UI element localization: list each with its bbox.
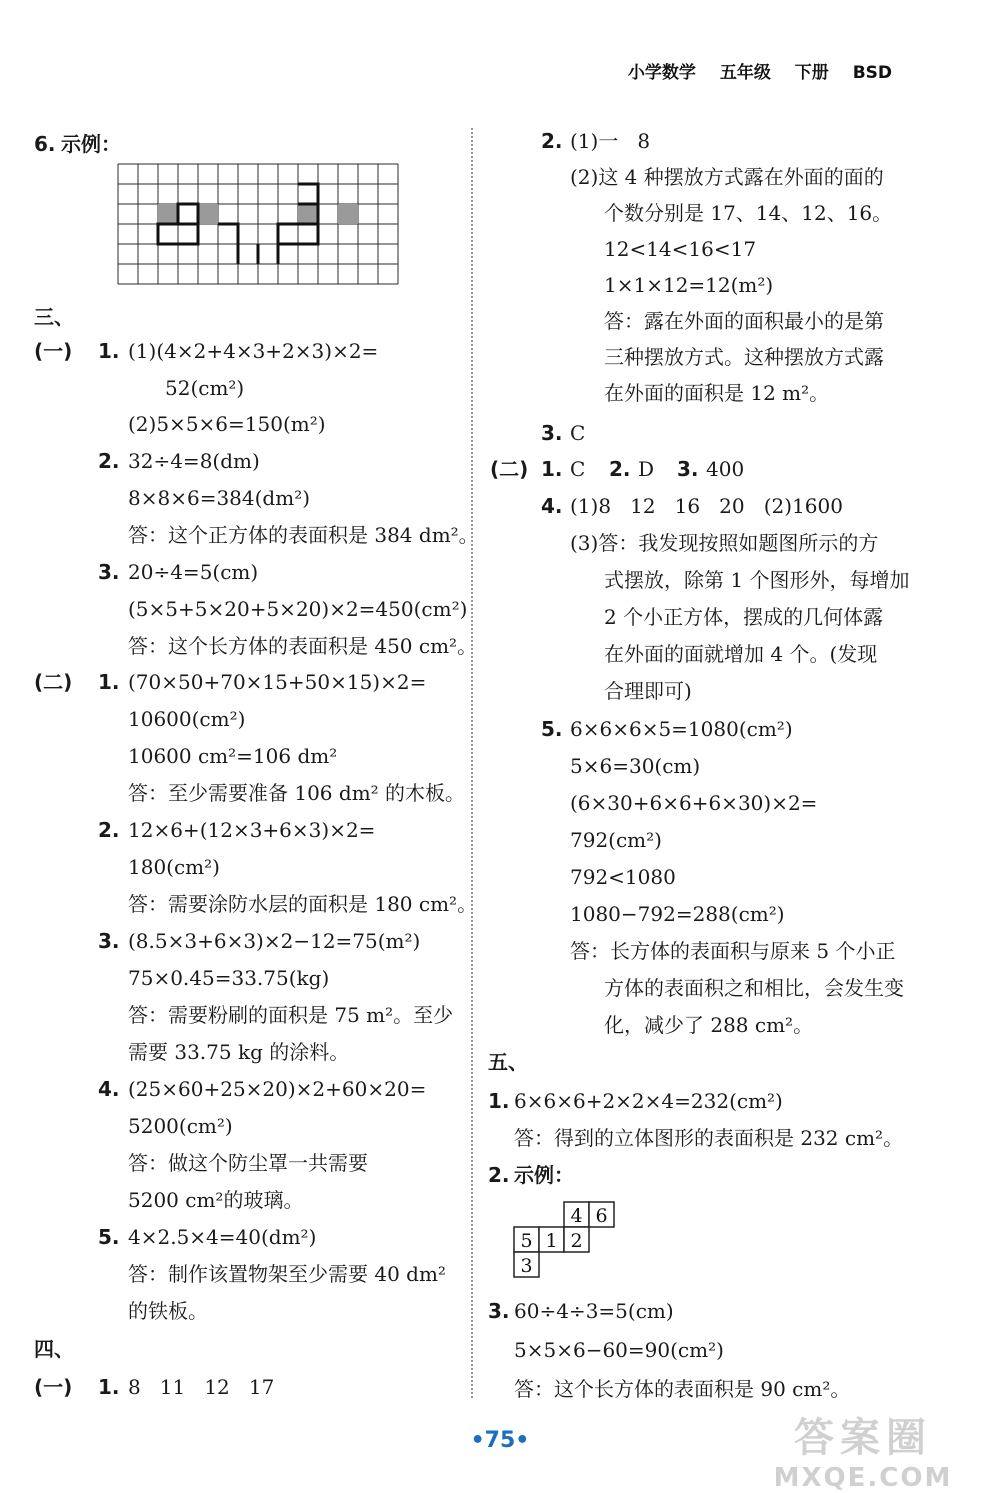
- s5-q3-number: 3.: [488, 1299, 510, 1323]
- net-cell-3: 3: [520, 1255, 533, 1277]
- net-cell-6: 6: [595, 1205, 608, 1227]
- answer-line: 在外面的面就增加 4 个。(发现: [604, 642, 878, 666]
- net-cell-2: 2: [570, 1230, 583, 1252]
- answer-line: 6×6×6+2×2×4=232(cm²): [514, 1089, 783, 1113]
- watermark-url: MXQE.COM: [773, 1463, 953, 1493]
- answer-line: 10600(cm²): [128, 707, 246, 731]
- group-1-label: (一): [34, 339, 73, 363]
- answer-line: (25×60+25×20)×2+60×20=: [128, 1077, 427, 1101]
- answer-line: 需要 33.75 kg 的涂料。: [128, 1040, 350, 1064]
- header-volume: 下册: [794, 63, 829, 83]
- g2-q3-number: 3.: [98, 929, 120, 953]
- answer-line: 答：露在外面的面积最小的是第: [604, 309, 884, 333]
- answer-line: 60÷4÷3=5(cm): [514, 1299, 674, 1323]
- answer-line: 2 个小正方体，摆成的几何体露: [604, 605, 884, 629]
- net-cell-5: 5: [520, 1230, 533, 1252]
- answer-line: 5×5×6−60=90(cm²): [514, 1338, 724, 1362]
- answer-line: C: [570, 457, 586, 481]
- answer-line: 8 11 12 17: [128, 1375, 275, 1399]
- column-divider: [471, 128, 473, 1398]
- r-q2-number: 2.: [541, 129, 563, 153]
- r-q5-number: 5.: [541, 717, 563, 741]
- question-number: 2.: [609, 457, 631, 481]
- answer-line: 6×6×6×5=1080(cm²): [570, 717, 793, 741]
- answer-line: 5×6=30(cm): [570, 754, 701, 778]
- answer-line: 个数分别是 17、14、12、16。: [604, 201, 893, 225]
- answer-line: 答：需要涂防水层的面积是 180 cm²。: [128, 892, 478, 916]
- answer-line: 答：这个长方体的表面积是 90 cm²。: [514, 1377, 851, 1401]
- answer-line: 答：长方体的表面积与原来 5 个小正: [570, 939, 896, 963]
- s4-q1-number: 1.: [98, 1375, 120, 1399]
- answer-line: 化，减少了 288 cm²。: [604, 1013, 814, 1037]
- answer-line: 792(cm²): [570, 828, 662, 852]
- answer-line: D: [638, 457, 655, 481]
- section-5-heading: 五、: [488, 1050, 528, 1074]
- answer-line: (5×5+5×20+5×20)×2=450(cm²): [128, 597, 468, 621]
- answer-line: 答：需要粉刷的面积是 75 m²。至少: [128, 1003, 454, 1027]
- answer-line: 合理即可): [604, 679, 692, 703]
- group-2-label: (二): [34, 670, 73, 694]
- cube-net-figure: [510, 1200, 622, 1282]
- answer-line: 400: [706, 457, 745, 481]
- s5-q1-number: 1.: [488, 1089, 510, 1113]
- section-3-heading: 三、: [34, 305, 74, 329]
- answer-line: (2)这 4 种摆放方式露在外面的面的: [570, 165, 884, 189]
- answer-line: 75×0.45=33.75(kg): [128, 966, 330, 990]
- header-edition: BSD: [852, 63, 892, 83]
- answer-line: 方体的表面积之和相比，会发生变: [604, 976, 904, 1000]
- example-label: 示例：: [514, 1163, 574, 1187]
- answer-line: 的铁板。: [128, 1299, 208, 1323]
- header-grade: 五年级: [719, 63, 771, 83]
- answer-line: 答：这个正方体的表面积是 384 dm²。: [128, 523, 479, 547]
- net-cell-4: 4: [570, 1205, 583, 1227]
- answer-line: 答：至少需要准备 106 dm² 的木板。: [128, 781, 466, 805]
- watermark: [738, 1406, 988, 1493]
- answer-line: 在外面的面积是 12 m²。: [604, 381, 830, 405]
- answer-line: 20÷4=5(cm): [128, 560, 259, 584]
- answer-line: 1×1×12=12(m²): [604, 273, 774, 297]
- question-number: 3.: [677, 457, 699, 481]
- grid-figure: [115, 162, 415, 286]
- q2-number: 2.: [98, 449, 120, 473]
- answer-line: 答：做这个防尘罩一共需要: [128, 1151, 368, 1175]
- answer-line: (1)一 8: [570, 129, 651, 153]
- answer-line: (6×30+6×6+6×30)×2=: [570, 791, 818, 815]
- answer-line: 8×8×6=384(dm²): [128, 486, 311, 510]
- page-number: •75•: [470, 1428, 530, 1453]
- answer-line: 5200(cm²): [128, 1114, 233, 1138]
- g2-q4-number: 4.: [98, 1077, 120, 1101]
- r-group-2-label: (二): [490, 457, 529, 481]
- answer-line: (70×50+70×15+50×15)×2=: [128, 670, 427, 694]
- page-header: [628, 58, 892, 83]
- answer-line: (3)答：我发现按照如题图所示的方: [570, 531, 879, 555]
- header-subject: 小学数学: [627, 63, 696, 83]
- answer-line: 式摆放，除第 1 个图形外，每增加: [604, 568, 910, 592]
- answer-line: 10600 cm²=106 dm²: [128, 744, 338, 768]
- answer-line: 1080−792=288(cm²): [570, 902, 785, 926]
- r-q3-number: 3.: [541, 421, 563, 445]
- answer-line: (1)8 12 16 20 (2)1600: [570, 494, 843, 518]
- answer-line: 答：这个长方体的表面积是 450 cm²。: [128, 634, 478, 658]
- answer-line: 180(cm²): [128, 855, 220, 879]
- answer-line: 52(cm²): [165, 376, 245, 400]
- answer-line: 答：得到的立体图形的表面积是 232 cm²。: [514, 1126, 904, 1150]
- group-3-label: (一): [34, 1375, 73, 1399]
- q6-label: 示例：: [61, 132, 121, 156]
- g2-q2-number: 2.: [98, 818, 120, 842]
- answer-line: 12<14<16<17: [604, 237, 757, 261]
- answer-line: 32÷4=8(dm): [128, 449, 260, 473]
- net-cell-1: 1: [545, 1230, 558, 1252]
- q3-number: 3.: [98, 560, 120, 584]
- answer-line: C: [570, 421, 586, 445]
- answer-line: 792<1080: [570, 865, 676, 889]
- answer-line: 答：制作该置物架至少需要 40 dm²: [128, 1262, 446, 1286]
- section-4-heading: 四、: [34, 1337, 74, 1361]
- q1-number: 1.: [98, 339, 120, 363]
- answer-line: (2)5×5×6=150(m²): [128, 412, 326, 436]
- question-number: 1.: [541, 457, 563, 481]
- answer-line: 12×6+(12×3+6×3)×2=: [128, 818, 376, 842]
- r-q4-number: 4.: [541, 494, 563, 518]
- watermark-title: 答案圈: [794, 1415, 932, 1461]
- answer-line: (8.5×3+6×3)×2−12=75(m²): [128, 929, 421, 953]
- g2-q1-number: 1.: [98, 670, 120, 694]
- answer-line: 4×2.5×4=40(dm²): [128, 1225, 317, 1249]
- answer-line: (1)(4×2+4×3+2×3)×2=: [128, 339, 379, 363]
- s5-q2-number: 2.: [488, 1163, 510, 1187]
- answer-line: 三种摆放方式。这种摆放方式露: [604, 345, 884, 369]
- answer-line: 5200 cm²的玻璃。: [128, 1188, 304, 1212]
- g2-q5-number: 5.: [98, 1225, 120, 1249]
- q6-number: 6.: [34, 132, 56, 156]
